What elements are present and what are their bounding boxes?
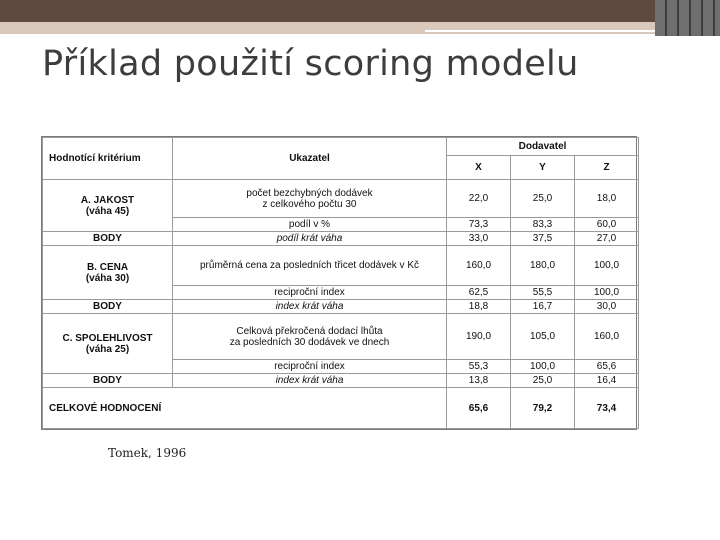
value-cell: 160,0 [575, 314, 639, 360]
indicator-cell: index krát váha [173, 300, 447, 314]
header-supplier-group: Dodavatel [447, 138, 639, 156]
criterion-cell [43, 246, 173, 300]
table-row [43, 232, 639, 246]
criterion-weight: (váha 45) [85, 205, 130, 217]
indicator-line: průměrná cena za posledních třicet dodávek v Kč [199, 260, 419, 271]
value-cell: 62,5 [447, 286, 511, 300]
indicator-cell: reciproční index [173, 360, 447, 374]
value-cell: 55,5 [511, 286, 575, 300]
criterion-cell [43, 314, 173, 374]
indicator-cell [173, 314, 447, 360]
accent-decor-bar [0, 22, 655, 34]
indicator-cell: index krát váha [173, 374, 447, 388]
indicator-cell: podíl krát váha [173, 232, 447, 246]
slide-title: Příklad použití scoring modelu [42, 44, 579, 84]
scoring-table-frame [41, 136, 637, 430]
value-cell: 18,8 [447, 300, 511, 314]
value-cell: 27,0 [575, 232, 639, 246]
header-supplier-y: Y [511, 156, 575, 180]
criterion-weight: (váha 25) [85, 343, 130, 355]
value-cell: 73,3 [447, 218, 511, 232]
source-citation: Tomek, 1996 [108, 446, 187, 460]
header-supplier-x: X [447, 156, 511, 180]
criterion-name: B. CENA [86, 261, 129, 273]
value-cell: 60,0 [575, 218, 639, 232]
value-cell: 33,0 [447, 232, 511, 246]
total-row [43, 388, 639, 429]
value-cell: 18,0 [575, 180, 639, 218]
table-row [43, 314, 639, 360]
value-cell: 30,0 [575, 300, 639, 314]
indicator-line: za posledních 30 dodávek ve dnech [229, 336, 390, 348]
value-cell: 100,0 [511, 360, 575, 374]
value-cell: 55,3 [447, 360, 511, 374]
points-label: BODY [43, 232, 173, 246]
value-cell: 13,8 [447, 374, 511, 388]
table-row [43, 300, 639, 314]
indicator-cell [173, 180, 447, 218]
table-row [43, 180, 639, 218]
value-cell: 100,0 [575, 286, 639, 300]
accent-decor-line [425, 30, 655, 32]
top-decor-bar [0, 0, 720, 22]
table-row [43, 246, 639, 286]
value-cell: 65,6 [575, 360, 639, 374]
value-cell: 16,4 [575, 374, 639, 388]
value-cell: 16,7 [511, 300, 575, 314]
header-indicator: Ukazatel [173, 138, 447, 180]
total-value: 79,2 [511, 388, 575, 429]
value-cell: 25,0 [511, 374, 575, 388]
table-row [43, 374, 639, 388]
indicator-cell: reciproční index [173, 286, 447, 300]
total-value: 65,6 [447, 388, 511, 429]
corner-decor [655, 0, 720, 36]
indicator-line: počet bezchybných dodávek [246, 187, 373, 199]
total-label: CELKOVÉ HODNOCENÍ [43, 388, 447, 429]
value-cell: 83,3 [511, 218, 575, 232]
points-label: BODY [43, 300, 173, 314]
total-value: 73,4 [575, 388, 639, 429]
criterion-weight: (váha 30) [85, 272, 130, 284]
value-cell: 105,0 [511, 314, 575, 360]
indicator-cell [173, 246, 447, 286]
header-supplier-z: Z [575, 156, 639, 180]
header-criterion: Hodnotící kritérium [43, 138, 173, 180]
criterion-name: A. JAKOST [80, 194, 135, 206]
value-cell: 37,5 [511, 232, 575, 246]
points-label: BODY [43, 374, 173, 388]
criterion-name: C. SPOLEHLIVOST [62, 332, 153, 344]
value-cell: 22,0 [447, 180, 511, 218]
value-cell: 25,0 [511, 180, 575, 218]
value-cell: 180,0 [511, 246, 575, 286]
indicator-line: z celkového počtu 30 [262, 198, 357, 210]
value-cell: 160,0 [447, 246, 511, 286]
value-cell: 100,0 [575, 246, 639, 286]
criterion-cell [43, 180, 173, 232]
indicator-cell: podíl v % [173, 218, 447, 232]
indicator-line: Celková překročená dodací lhůta [236, 325, 383, 337]
scoring-table [42, 137, 639, 429]
value-cell: 190,0 [447, 314, 511, 360]
